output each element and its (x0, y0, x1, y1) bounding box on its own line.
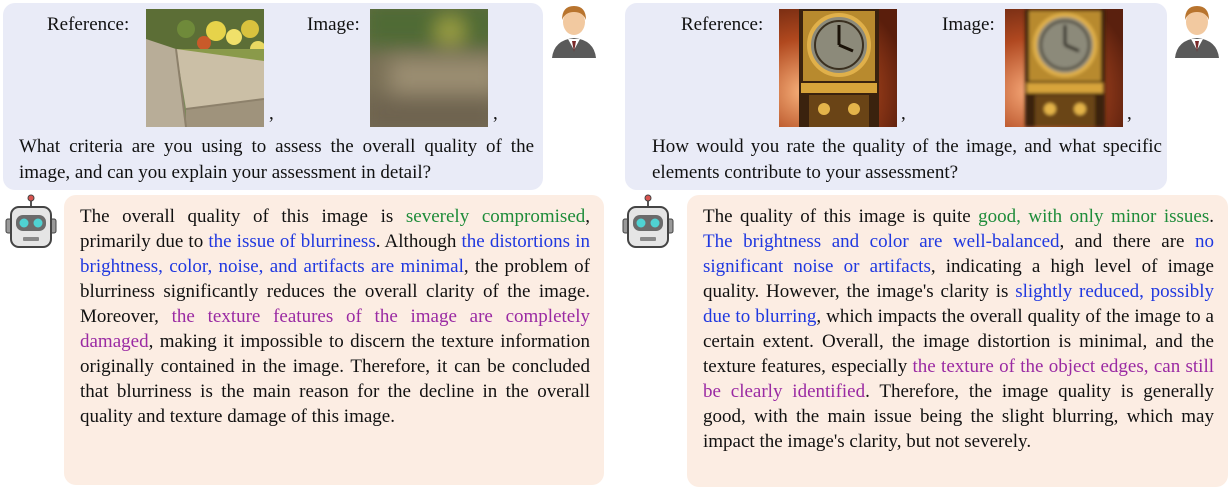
answer-segment: The quality of this image is quite (703, 206, 979, 227)
user-avatar-icon (549, 0, 599, 60)
question-text: How would you rate the quality of the image, and what specific elements contribute to your assessment? (652, 136, 1162, 183)
answer-segment: . (1209, 206, 1214, 227)
highlight-distortion: slightly reduced, possibly due to blurring (703, 281, 1214, 327)
answer-segment: , and there are (1059, 231, 1195, 252)
left-example (0, 0, 614, 493)
robot-avatar-icon (3, 193, 59, 253)
highlight-distortion: the issue of blurriness (208, 231, 376, 252)
user-message (625, 3, 1167, 190)
answer-segment: The overall quality of this image is (80, 206, 406, 227)
highlight-distortion: the distortions in brightness, color, noise, and artifacts are minimal (80, 231, 590, 277)
answer-segment: . Therefore, the image quality is generally good, with the main issue being the slight blurring, which may impact the image's clarity, but not severely. (703, 381, 1214, 452)
answer-text (80, 204, 590, 429)
reference-image-garden (146, 9, 264, 127)
assistant-message (64, 195, 604, 485)
assistant-message (687, 195, 1228, 487)
highlight-texture: the texture features of the image are completely damaged (80, 306, 590, 352)
comma: , (901, 103, 906, 124)
highlight-overall-quality: severely compromised (405, 206, 586, 227)
user-message (3, 3, 543, 190)
reference-label: Reference: (681, 14, 764, 35)
comma: , (493, 103, 498, 124)
image-label: Image: (942, 14, 995, 35)
answer-segment: , primarily due to (80, 206, 590, 252)
comma: , (269, 103, 274, 124)
image-label: Image: (307, 14, 360, 35)
answer-segment: , which impacts the overall quality of the image to a certain extent. Overall, the image distortion is minimal, and the texture features, especially (703, 306, 1214, 377)
question-text: What criteria are you using to assess the overall quality of the image, and can you explain your assessment in detail? (19, 136, 534, 183)
robot-avatar-icon (620, 193, 676, 253)
user-avatar-icon (1172, 0, 1222, 60)
highlight-overall-quality: good, with only minor issues (978, 206, 1210, 227)
distorted-image-clock (1005, 9, 1123, 127)
distorted-image-blurred (370, 9, 488, 127)
highlight-texture: the texture of the object edges, can still be clearly identified (703, 356, 1215, 402)
answer-text (703, 204, 1214, 454)
reference-label: Reference: (47, 14, 130, 35)
answer-segment: , the problem of blurriness significantly reduces the overall clarity of the image. Moreover, (80, 256, 590, 327)
highlight-distortion: The brightness and color are well-balanced (703, 231, 1060, 252)
right-example (614, 0, 1228, 493)
answer-segment: . Although (375, 231, 462, 252)
answer-segment: , making it impossible to discern the texture information originally contained in the image. Therefore, it can be concluded that blurriness is the main reason for the decline in the overall quality and texture damage of this image. (80, 331, 590, 427)
highlight-distortion: no significant noise or artifacts (703, 231, 1214, 277)
answer-segment: , indicating a high level of image quality. However, the image's clarity is (703, 256, 1214, 302)
reference-image-clock (779, 9, 897, 127)
comma: , (1127, 103, 1132, 124)
